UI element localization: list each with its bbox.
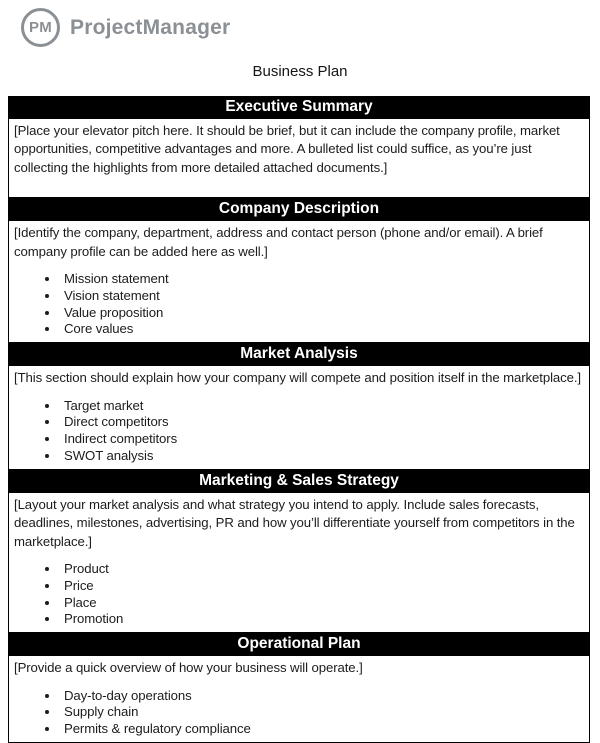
list-item: • Product bbox=[60, 561, 583, 578]
list-item: • Promotion bbox=[60, 611, 583, 628]
section-header-market-analysis: Market Analysis bbox=[8, 343, 590, 365]
section-paragraph: [Layout your market analysis and what strategy you intend to apply. Include sales forecasts, deadlines, milestones, advertising, PR and how you’ll differentiate yourself from competitors in the marketplace.] bbox=[14, 496, 575, 549]
list-item: • Indirect competitors bbox=[60, 431, 583, 448]
section-paragraph: [This section should explain how your company will compete and position itself in the marketplace.] bbox=[14, 370, 581, 386]
section-operational-plan bbox=[8, 633, 590, 743]
list-item: • Place bbox=[60, 595, 583, 612]
document-title: Business Plan bbox=[252, 63, 348, 80]
section-header-company-description: Company Description bbox=[8, 198, 590, 220]
list-item: • Supply chain bbox=[60, 704, 583, 721]
list-item: • Day-to-day operations bbox=[60, 688, 583, 705]
list-item: • Direct competitors bbox=[60, 414, 583, 431]
section-body-market-analysis bbox=[8, 365, 590, 470]
bullet-list bbox=[14, 271, 583, 338]
section-market-analysis bbox=[8, 343, 590, 470]
list-item: • Price bbox=[60, 578, 583, 595]
section-executive-summary bbox=[8, 96, 590, 198]
brand-logo bbox=[21, 8, 230, 47]
section-paragraph: [Provide a quick overview of how your business will operate.] bbox=[14, 660, 363, 676]
list-item: • Mission statement bbox=[60, 271, 583, 288]
sections-container bbox=[8, 96, 590, 743]
pm-monogram: PM bbox=[28, 19, 53, 36]
section-header-operational-plan: Operational Plan bbox=[8, 633, 590, 655]
section-header-marketing-sales-strategy: Marketing & Sales Strategy bbox=[8, 470, 590, 492]
bullet-list bbox=[14, 398, 583, 465]
section-company-description bbox=[8, 198, 590, 343]
section-body-operational-plan bbox=[8, 655, 590, 743]
section-body-executive-summary bbox=[8, 118, 590, 198]
list-item: • SWOT analysis bbox=[60, 448, 583, 465]
list-item: • Target market bbox=[60, 398, 583, 415]
section-header-executive-summary: Executive Summary bbox=[8, 96, 590, 118]
bullet-list bbox=[14, 561, 583, 628]
section-marketing-sales-strategy bbox=[8, 470, 590, 633]
list-item: • Value proposition bbox=[60, 305, 583, 322]
section-body-company-description bbox=[8, 220, 590, 343]
list-item: • Core values bbox=[60, 321, 583, 338]
brand-name: ProjectManager bbox=[70, 15, 231, 39]
bullet-list bbox=[14, 688, 583, 738]
pm-logo-icon bbox=[21, 8, 60, 47]
section-paragraph: [Identify the company, department, address and contact person (phone and/or email). A brief company profile can be added here as well.] bbox=[14, 225, 543, 259]
section-body-marketing-sales-strategy bbox=[8, 492, 590, 633]
list-item: • Vision statement bbox=[60, 288, 583, 305]
section-paragraph: [Place your elevator pitch here. It should be brief, but it can include the company profile, market opportunities, competitive advantages and more. A bulleted list could suffice, as you’re just collecting the highlights from more detailed attached documents.] bbox=[14, 123, 560, 175]
list-item: • Permits & regulatory compliance bbox=[60, 721, 583, 738]
